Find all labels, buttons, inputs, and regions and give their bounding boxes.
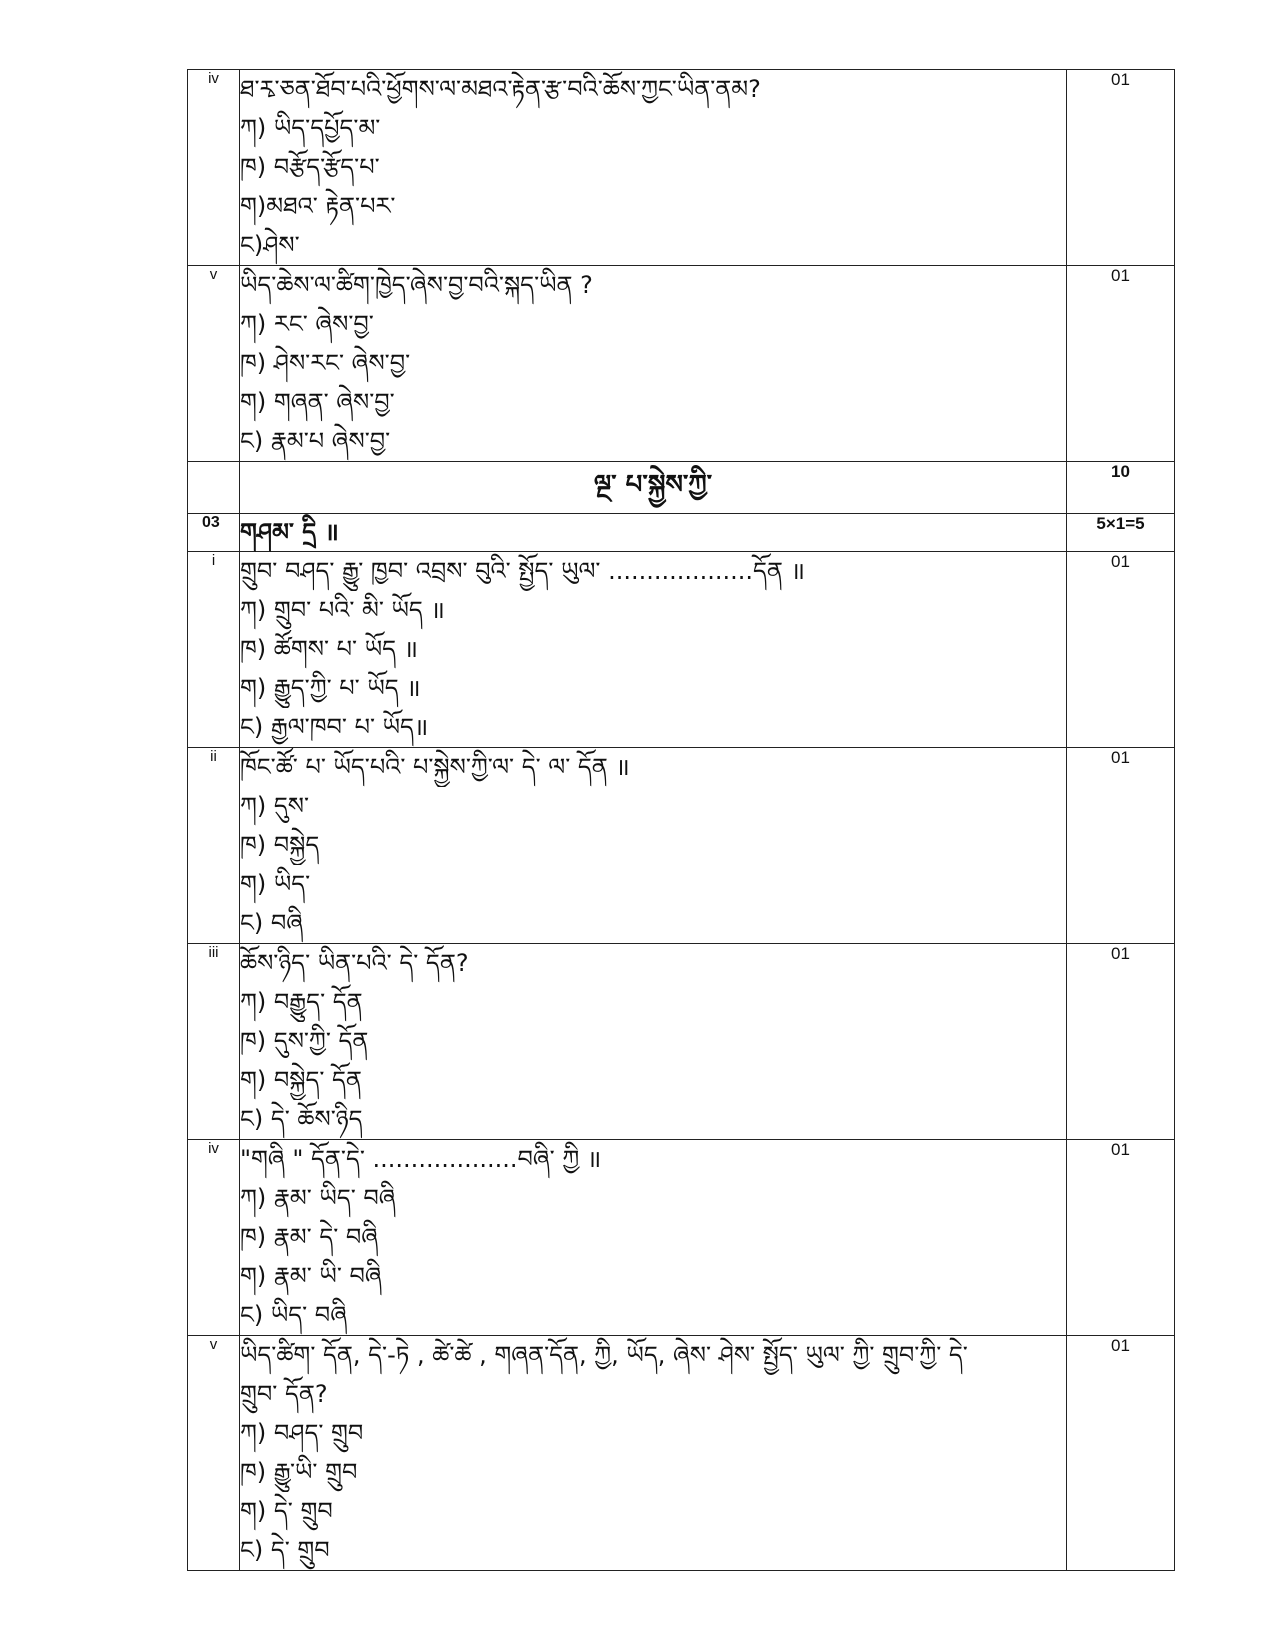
question-number: iii (188, 944, 240, 1140)
question-number: 03 (188, 514, 240, 552)
option-a: ཀ) བཤད་ གྲུབ (240, 1419, 364, 1447)
option-d: ང) དེ་ ཆོས་ཉིད (240, 1105, 363, 1133)
question-row (188, 552, 1175, 748)
question-number: i (188, 552, 240, 748)
question-text: ཆོས་ཉིད་ ཡིན་པའི་ དེ་ དོན? (240, 949, 469, 977)
option-a: ཀ) བརྒྱུད་ དོན (240, 988, 363, 1016)
question-number: iv (188, 1140, 240, 1336)
question-number: v (188, 1336, 240, 1571)
question-row (188, 266, 1175, 462)
question-text: གྲུབ་ བཤད་ རྒྱུ་ ཁྱབ་ འབྲས་ བུའི་ སྤྱོད་ ཡུལ་ ...................དོན ॥ (240, 557, 805, 585)
question-header-text: གཤམ་ དྲི ॥ (240, 518, 339, 546)
option-d: ང) དེ་ གྲུབ (240, 1536, 330, 1564)
question-cell (240, 748, 1067, 944)
option-b: ཁ) བརྩོད་རྩོད་པ་ (240, 153, 380, 181)
option-d: ང) རྣམ་པ ཞེས་བྱ་ (240, 427, 391, 455)
section-marks: 10 (1067, 462, 1175, 514)
option-c: ག) དེ་ གྲུབ (240, 1497, 333, 1525)
question-marks: 5×1=5 (1067, 514, 1175, 552)
option-b: ཁ) ཤེས་རང་ ཞེས་བྱ་ (240, 349, 411, 377)
question-header-cell (240, 514, 1067, 552)
question-text: "གཞི " དོན་དེ་ ...................བཞི་ ཀྱི ॥ (240, 1145, 602, 1173)
option-c: ག)མཐའ་ རྟེན་པར་ (240, 192, 396, 220)
option-c: ག) རྒྱུད་ཀྱི་ པ་ ཡོད ॥ (240, 674, 421, 702)
marks: 01 (1067, 70, 1175, 266)
question-text: ཐ་རྭ་ཅན་ཐོབ་པའི་ཕྱོགས་ལ་མཐའ་རྟེན་རྩ་བའི་ཆོས་ཀྱང་ཡིན་ནམ? (240, 75, 761, 103)
question-cell (240, 944, 1067, 1140)
question-row (188, 1140, 1175, 1336)
marks: 01 (1067, 748, 1175, 944)
option-c: ག) བསྐྱེད་ དོན (240, 1066, 362, 1094)
question-table (187, 69, 1175, 1571)
option-c: ག) རྣམ་ ཡི་ བཞི (240, 1262, 382, 1290)
option-a: ཀ) ཡིད་དཔྱོད་མ་ (240, 114, 381, 142)
question-number: iv (188, 70, 240, 266)
option-d: ང)ཤེས་ (240, 231, 300, 259)
section-title: ལྔ་ པ་སྐྱེས་ཀྱི་ (593, 470, 713, 500)
option-a: ཀ) རང་ ཞེས་བྱ་ (240, 310, 374, 338)
option-b: ཁ) ཚོགས་ པ་ ཡོད ॥ (240, 635, 418, 663)
question-text-continued: གྲུབ་ དོན? (240, 1380, 328, 1408)
question-number: v (188, 266, 240, 462)
marks: 01 (1067, 266, 1175, 462)
section-cell (240, 462, 1067, 514)
question-text: ཡིད་ཚིག་ དོན, དེ་-ཏེ , ཚེ་ཚེ , གཞན་དོན, ཀྱི, ཡོད, ཞེས་ ཤེས་ སྤྱོད་ ཡུལ་ ཀྱི་ གྲུབ་ཀྱི་ དེ་ (240, 1341, 968, 1369)
option-d: ང) ཡིད་ བཞི (240, 1301, 347, 1329)
option-b: ཁ) བསྐྱེད (240, 831, 320, 859)
empty-cell (188, 462, 240, 514)
section-row (188, 462, 1175, 514)
question-cell (240, 70, 1067, 266)
option-b: ཁ) རྒྱུ་ཡི་ གྲུབ (240, 1458, 358, 1486)
option-a: ཀ) དུས་ (240, 792, 310, 820)
option-d: ང) བཞི (240, 909, 304, 937)
question-header-row (188, 514, 1175, 552)
marks: 01 (1067, 552, 1175, 748)
option-c: ག) གཞན་ ཞེས་བྱ་ (240, 388, 395, 416)
question-cell (240, 1336, 1067, 1571)
question-number: ii (188, 748, 240, 944)
option-a: ཀ) རྣམ་ ཡིད་ བཞི (240, 1184, 396, 1212)
question-row (188, 944, 1175, 1140)
question-row (188, 1336, 1175, 1571)
marks: 01 (1067, 944, 1175, 1140)
option-b: ཁ) རྣམ་ དེ་ བཞི (240, 1223, 379, 1251)
question-text: ཁོང་ཚོ་ པ་ ཡོད་པའི་ པ་སྐྱེས་ཀྱི་ལ་ དེ་ ལ་ དོན ॥ (240, 753, 630, 781)
option-a: ཀ) གྲུབ་ པའི་ མི་ ཡོད ॥ (240, 596, 445, 624)
question-cell (240, 266, 1067, 462)
question-text: ཡིད་ཆེས་ལ་ཚིག་ཁྱེད་ཞེས་བྱ་བའི་སྐད་ཡིན ? (240, 271, 593, 299)
question-cell (240, 552, 1067, 748)
question-row (188, 70, 1175, 266)
option-c: ག) ཡིད་ (240, 870, 311, 898)
option-d: ང) རྒྱལ་ཁབ་ པ་ ཡོད॥ (240, 713, 429, 741)
option-b: ཁ) དུས་ཀྱི་ དོན (240, 1027, 369, 1055)
question-cell (240, 1140, 1067, 1336)
question-row (188, 748, 1175, 944)
marks: 01 (1067, 1140, 1175, 1336)
marks: 01 (1067, 1336, 1175, 1571)
